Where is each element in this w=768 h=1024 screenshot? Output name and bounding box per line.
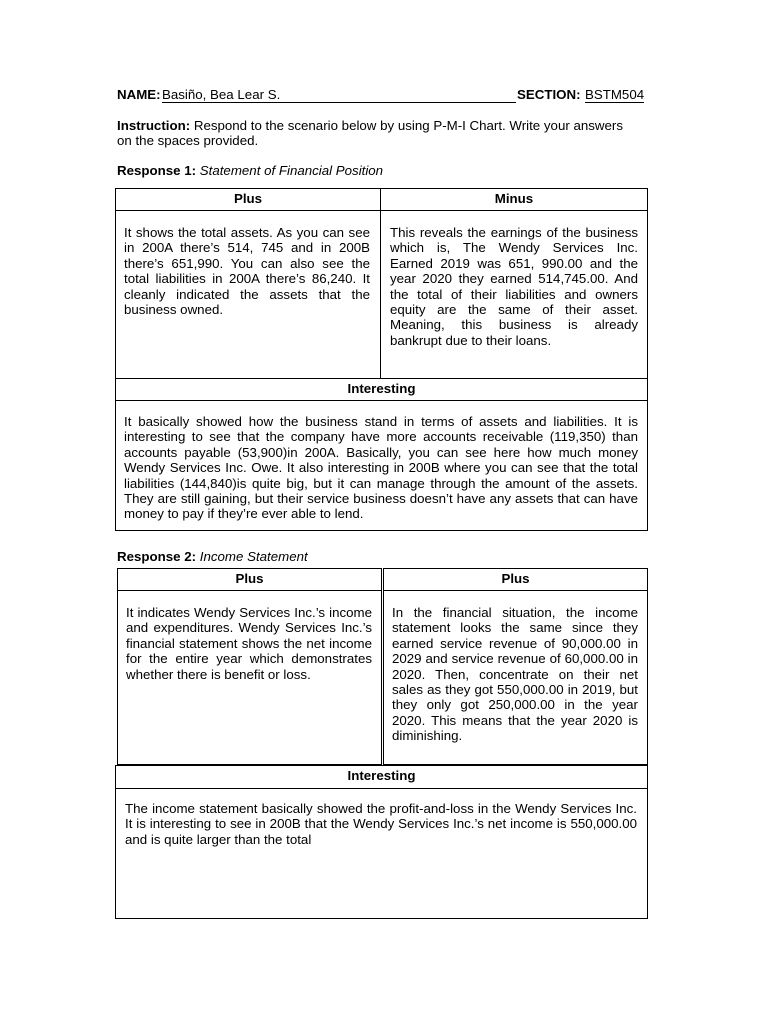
response2-plus-text-right: In the financial situation, the income statement looks the same since they earned service revenue of 90,000.00 in 2029 and service revenue of 60,000.00 in 2020. Then, concentrate on their net sales as they got 550,000.00 in 2019, but they only got 250,000.00 in the year 2020. This means that the year 2020 is diminishing. xyxy=(392,605,638,744)
response1-title xyxy=(117,163,383,179)
name-value: Basiño, Bea Lear S. xyxy=(162,87,516,103)
response1-interesting-text: It basically showed how the business stand in terms of assets and liabilities. It is interesting to see that the company have more accounts receivable (119,350) than accounts payable (53,900)in 200A. Basically, you can see here how much money Wendy Services Inc. Owe. It also interesting in 200B where you can see that the total liabilities (144,840)is quite big, but it can manage through the amount of the assets. They are still gaining, but their service business doesn’t have any assets that can have money to pay if they’re ever able to lend. xyxy=(124,414,638,522)
name-label: NAME: xyxy=(117,87,161,102)
response2-plus-cell-right xyxy=(383,590,648,765)
response1-interesting-cell xyxy=(115,400,648,531)
instruction-label: Instruction: xyxy=(117,118,191,133)
response1-label: Response 1: xyxy=(117,163,197,178)
response2-plus-header-left-label: Plus xyxy=(235,571,264,586)
response1-plus-cell xyxy=(115,210,381,379)
response2-plus-cell-left xyxy=(117,590,382,765)
response2-subtitle: Income Statement xyxy=(199,549,308,564)
section-value: BSTM504 xyxy=(585,87,645,102)
response2-plus-text-left: It indicates Wendy Services Inc.’s income and expenditures. Wendy Services Inc.’s financial statement shows the net income for the entire year which demonstrates whether there is benefit or loss. xyxy=(126,605,372,682)
response1-subtitle: Statement of Financial Position xyxy=(199,163,384,178)
response2-interesting-header xyxy=(115,765,648,789)
response2-interesting-cell xyxy=(115,788,648,919)
response1-minus-text: This reveals the earnings of the business which is, The Wendy Services Inc. Earned 2019 was 651, 990.00 and the year 2020 they earned 514,745.00. And the total of their liabilities and owners equity are the same of their asset. Meaning, this business is already bankrupt due to their loans. xyxy=(390,225,638,348)
response1-interesting-header xyxy=(115,378,648,401)
response2-title xyxy=(117,549,308,565)
response1-minus-header-label: Minus xyxy=(494,191,534,206)
header-line xyxy=(117,87,648,107)
instruction xyxy=(117,118,627,148)
response2-plus-header-right xyxy=(383,568,648,591)
response1-interesting-label: Interesting xyxy=(347,381,416,396)
response2-label: Response 2: xyxy=(117,549,197,564)
response2-plus-header-left xyxy=(117,568,382,591)
instruction-text: Respond to the scenario below by using P-M-I Chart. Write your answers on the spaces provided. xyxy=(117,118,623,148)
response2-plus-header-right-label: Plus xyxy=(501,571,530,586)
response1-plus-header xyxy=(115,188,381,211)
section-label: SECTION: xyxy=(517,87,581,102)
response1-minus-cell xyxy=(380,210,648,379)
response1-minus-header xyxy=(380,188,648,211)
response1-plus-header-label: Plus xyxy=(233,191,263,206)
response2-interesting-label: Interesting xyxy=(347,768,416,783)
response2-interesting-text: The income statement basically showed the profit-and-loss in the Wendy Services Inc. It is interesting to see in 200B that the Wendy Services Inc.’s net income is 550,000.00 and is quite larger than the total xyxy=(125,801,637,847)
response1-plus-text: It shows the total assets. As you can see in 200A there’s 514, 745 and in 200B there’s 651,990. You can also see the total liabilities in 200A there’s 86,240. It cleanly indicated the assets that the business owned. xyxy=(124,225,370,318)
